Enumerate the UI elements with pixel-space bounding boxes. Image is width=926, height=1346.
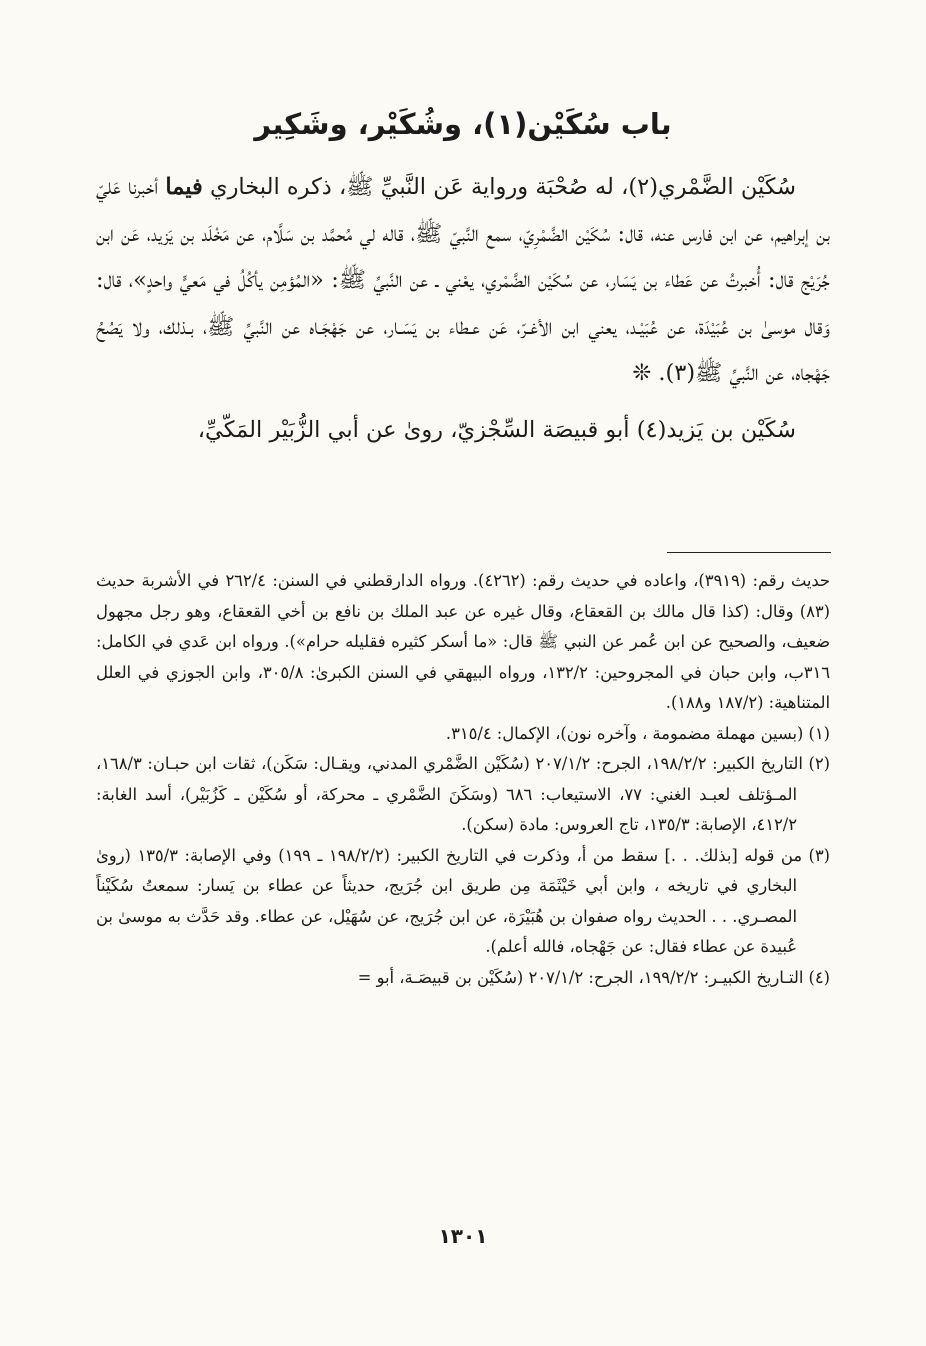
chapter-heading: باب سُكَيْن(١)، وشُكَيْر، وشَكِير [254,107,672,141]
entry-sukayn-ibn-yazid: سُكَيْن بن يَزيد(٤) أبو قبيصَة السِّجْزيّ، روىٰ عن أبي الزُّبَيْر المَكّيِّ، [197,416,796,443]
footnote-2: (٢) التاريخ الكبير: ١٩٨/٢/٢، الجرح: ٢٠٧/١/٢ (سُكَيْن الضَّمْري المدني، ويقـال: سَكَن)، ثقات ابن حبـان: ١٦٨/٣، المـؤتلف لعبـد الغني: ٧٧، الاستيعاب: ٦٨٦ (وسَكَنَ الضَّمْري ـ محركة، أو سُكَيْن ـ كَزُبَيْر)، أسد الغابة: ٤١٢/٢، الإصابة: ١٣٥/٣، تاج العروس: مادة (سكن). [96,754,830,834]
footnotes [96,566,830,993]
footnote-4: (٤) التـاريخ الكبيـر: ١٩٩/٢/٢، الجرح: ٢٠٧/١/٢ (سُكَيْن بن قبيصَـة، أبو = [357,967,830,987]
entry-sukayn-damri [96,164,830,397]
footnote-1: (١) (بسين مهملة مضمومة ، وآخره نون)، الإكمال: ٣١٥/٤. [445,723,830,743]
footnote-continuation: حديث رقم: (٣٩١٩)، واعاده في حديث رقم: (٤٢٦٢). ورواه الدارقطني في السنن: ٢٦٢/٤ في الأشربة حديث (٨٣) وقال: (كذا قال مالك بن القعقاع، وقال غيره عن عبد الملك بن نافع بن أخي القعقاع، وهو رجل مجهول ضعيف، والصحيح عن ابن عُمر عن النبي ﷺ قال: «ما أسكر كثيره فقليله حرام»). ورواه ابن عَدي في الكامل: ٣١٦ب، وابن حبان في المجروحين: ١٣٢/٢، ورواه البيهقي في السنن الكبرىٰ: ٣٠٥/٨، وابن الجوزي في العلل المتناهية: (١٨٧/٢ و١٨٨). [96,571,830,712]
footnote-3: (٣) من قوله [بذلك. . .] سقط من أ، وذكرت في التاريخ الكبير: (١٩٨/٢/٢ ـ ١٩٩) وفي الإصابة: ١٣٥/٣ (روىٰ البخاري في تاريخه ، وابن أبي خَيْثَمَة مِن طريق ابن جُرَيج، حديثاً عن عطاء بن يَسار: سمعتُ سُكَيْناً المصـري. . . الحديث رواه صفوان بن هُبَيْرَة، عن ابن جُرَيج، عن سُهَيْل، عن عطاء. وقد حَدَّث به موسىٰ بن عُبيدة عن عطاء فقال: عن جَهْجاه، فالله أعلم). [96,845,831,956]
page-number: ١٣٠١ [438,1224,488,1248]
footnote-separator [667,552,831,553]
main-text [96,164,830,453]
entry-bold-word: فيما [165,174,203,200]
entry-lead: سُكَيْن الضَّمْري(٢)، له صُحْبَة ورواية عَن النَّبيِّ ﷺ، ذكره البخاري [209,174,797,200]
entry-body: أخبرنا عَليّ بن إبراهيم، عن ابن فارس عنه، قال: سُكَيْن الضَّمْرِيّ، سمع النَّبيّ ﷺ، قاله لي مُحمَّد بن سَلَّام، عن مَخْلَد بن يَزيد، عَن ابن جُرَيْج قال: أُخبرتُ عن عَطاء بن يَسَار، عن سُكَيْن الضَّمْري، يعْني ـ عن النَّبيِّ ﷺ: «المُؤمِن يأكُلُ في مَعيٍّ واحدٍ»، قال: وَقال موسىٰ بن عُبَيْدَة، عن عُبَيْـد، يعني ابن الأغـرّ، عَن عـطاء بن يَسَـار، عن جَهْجَـاه عن النَّبيِّ ﷺ، بـذلك، ولا يَصُحُ جَهْجاه، عن النَّبيِّ ﷺ(٣). ❊ [96,174,830,386]
